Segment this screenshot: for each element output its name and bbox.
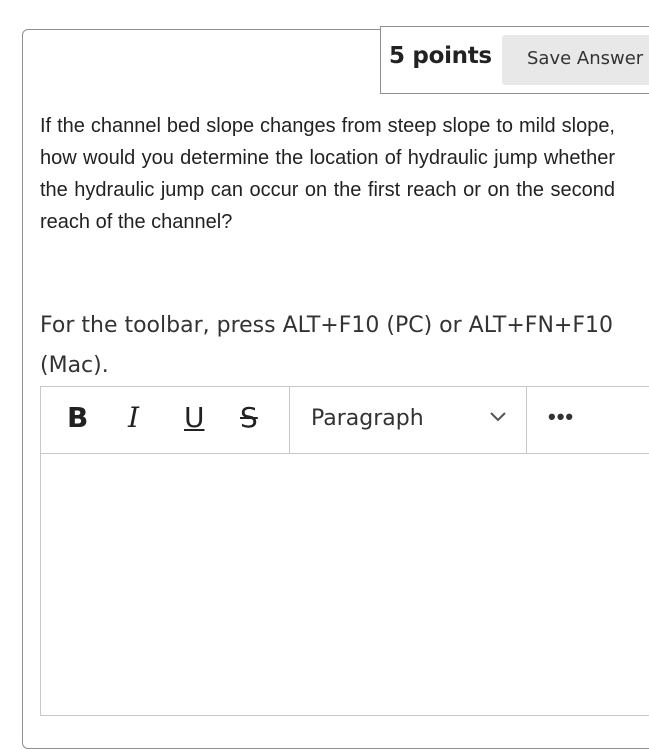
toolbar-divider: [289, 387, 290, 453]
underline-button[interactable]: U: [184, 401, 205, 434]
more-options-button[interactable]: •••: [548, 404, 575, 429]
italic-button[interactable]: I: [128, 401, 140, 434]
toolbar-hint: For the toolbar, press ALT+F10 (PC) or ALT+FN+F10 (Mac).: [40, 313, 613, 378]
points-label: 5 points: [389, 43, 492, 69]
save-answer-button[interactable]: Save Answer: [502, 35, 649, 85]
strikethrough-button[interactable]: S: [240, 401, 258, 434]
toolbar-divider: [526, 387, 527, 453]
bold-button[interactable]: B: [67, 401, 89, 434]
chevron-down-icon[interactable]: [488, 410, 508, 429]
paragraph-select[interactable]: Paragraph: [311, 406, 424, 431]
question-text: If the channel bed slope changes from steep slope to mild slope, how would you determine the location of hydraulic jump whether the hydraulic jump can occur on the first reach or on the second reach of the channel?: [40, 115, 615, 233]
